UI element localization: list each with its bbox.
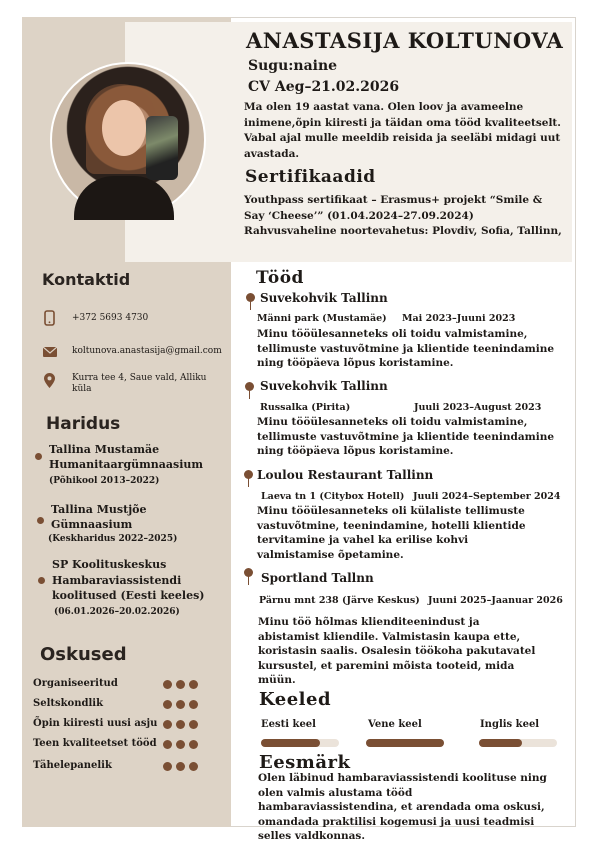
education-heading: Haridus <box>46 414 121 434</box>
gender: Sugu:naine <box>248 58 338 74</box>
job-period: Juuli 2024–September 2024 <box>413 491 561 502</box>
education-bullet <box>38 577 45 584</box>
phone-icon <box>44 310 55 329</box>
language-name: Vene keel <box>368 719 422 730</box>
skill-level-dots <box>159 680 198 692</box>
jobs-heading: Tööd <box>256 268 304 288</box>
job-pin-icon <box>245 382 254 391</box>
skills-heading: Oskused <box>40 644 127 665</box>
skill-label: Tähelepanelik <box>33 760 112 771</box>
contact-phone[interactable]: +372 5693 4730 <box>72 313 149 323</box>
education-school: Tallina Mustamäe Humanitaargümnaasium <box>49 443 204 471</box>
job-place: Laeva tn 1 (Citybox Hotell) <box>261 491 405 502</box>
job-pin-icon <box>244 470 253 479</box>
skill-row <box>33 760 198 774</box>
contact-email[interactable]: koltunova.anastasija@gmail.com <box>72 346 222 356</box>
skill-level-dots <box>159 740 198 752</box>
education-bullet <box>37 517 44 524</box>
skill-level-dots <box>159 700 198 712</box>
email-icon <box>43 346 57 360</box>
profile-photo <box>50 62 206 218</box>
location-pin-icon <box>44 373 55 391</box>
person-name: ANASTASIJA KOLTUNOVA <box>246 28 564 53</box>
languages-heading: Keeled <box>259 689 332 710</box>
goal-text: Olen läbinud hambaraviassistendi koolituse ning olen valmis alustama tööd hambaraviassistendina, et arendada oma oskusi, omandada praktilisi kogemusi ja uusi teadmisi selles valdkonnas. <box>258 772 547 842</box>
education-bullet <box>35 453 42 460</box>
skill-label: Seltskondlik <box>33 698 104 709</box>
language-level-bar <box>261 739 339 747</box>
skill-label: Õpin kiiresti uusi asju <box>33 718 158 729</box>
job-description: Minu töö hõlmas klienditeenindust ja abistamist kliendile. Valmistasin kaupa ette, koristasin saalis. Osalesin töökoha pakutavatel kursustel, et paremini mõista tooteid, mida müün. <box>258 616 536 686</box>
skill-row <box>33 718 198 732</box>
job-period: Juuli 2023–August 2023 <box>414 402 542 413</box>
language-level-fill <box>261 739 320 747</box>
education-school: SP Koolituskeskus Hambaraviassistendi koolitused (Eesti keeles) <box>52 558 205 602</box>
job-description: Minu tööülesanneteks oli külaliste tellimuste vastuvõtmine, teenindamine, hotelli klientide tervitamine ja vahel ka erilise kohvi valmistamise õpetamine. <box>257 505 526 561</box>
job-employer: Loulou Restaurant Tallinn <box>257 468 434 482</box>
skill-row <box>33 738 198 752</box>
job-employer: Suvekohvik Tallinn <box>260 379 388 393</box>
cv-deadline: CV Aeg–21.02.2026 <box>248 79 400 95</box>
job-period: Mai 2023–Juuni 2023 <box>402 313 516 324</box>
intro-text: Ma olen 19 aastat vana. Olen loov ja avameelne inimene,õpin kiiresti ja täidan oma tööd kvaliteetselt. Vabal ajal mulle meeldib reisida ja seeläbi midagi uut avastada. <box>244 101 561 160</box>
job-place: Pärnu mnt 238 (Järve Keskus) <box>259 595 420 606</box>
certificates-text: Youthpass sertifikaat – Erasmus+ projekt “Smile & Say ‘Cheese’” (01.04.2024–27.09.2024) Rahvusvaheline noortevahetus: Plovdiv, Sofia, Tallinn, <box>244 194 562 237</box>
skill-label: Organiseeritud <box>33 678 118 689</box>
job-description: Minu tööülesanneteks oli toidu valmistamine, tellimuste vastuvõtmine ja klientide teenindamine ning tööpäeva lõpus koristamine. <box>257 328 555 369</box>
language-level-fill <box>366 739 444 747</box>
job-employer: Sportland Tallnn <box>261 571 374 585</box>
job-pin-icon <box>244 568 253 577</box>
skill-level-dots <box>159 720 198 732</box>
education-period: (Keskharidus 2022–2025) <box>48 534 178 544</box>
job-description: Minu tööülesanneteks oli toidu valmistamine, tellimuste vastuvõtmine ja klientide teenindamine ning tööpäeva lõpus koristamine. <box>257 416 555 457</box>
job-employer: Suvekohvik Tallinn <box>260 291 388 305</box>
education-period: (Põhikool 2013–2022) <box>49 476 160 486</box>
skill-label: Teen kvaliteetset tööd <box>33 738 157 749</box>
language-name: Inglis keel <box>480 719 540 730</box>
contacts-heading: Kontaktid <box>42 270 131 289</box>
education-period: (06.01.2026–20.02.2026) <box>54 607 180 617</box>
language-name: Eesti keel <box>261 719 316 730</box>
job-period: Juuni 2025–Jaanuar 2026 <box>428 595 563 606</box>
skill-row <box>33 678 198 692</box>
language-level-fill <box>479 739 522 747</box>
certificates-heading: Sertifikaadid <box>245 167 376 187</box>
job-pin-icon <box>246 293 255 302</box>
contact-address: Kurra tee 4, Saue vald, Alliku küla <box>72 373 207 394</box>
job-place: Männi park (Mustamäe) <box>257 313 387 324</box>
education-school: Tallina Mustjõe Gümnaasium <box>51 503 147 531</box>
language-level-bar <box>366 739 444 747</box>
language-level-bar <box>479 739 557 747</box>
goal-heading: Eesmärk <box>259 752 351 773</box>
skill-level-dots <box>159 762 198 774</box>
job-place: Russalka (Pirita) <box>260 402 351 413</box>
skill-row <box>33 698 198 712</box>
